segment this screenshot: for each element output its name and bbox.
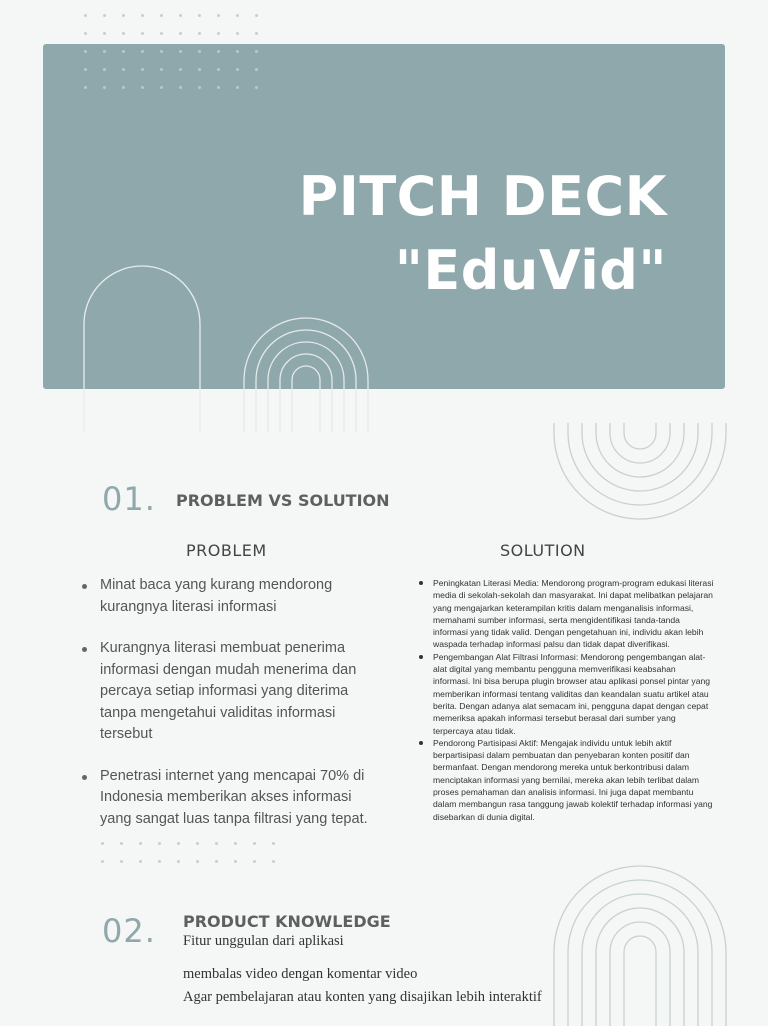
solution-item: Pendorong Partisipasi Aktif: Mengajak individu untuk lebih aktif berpartisipasi dalam pembuatan dan penyebaran konten positif dan bermanfaat. Dengan mendorong mereka untuk berkontribusi dalam menciptakan informasi yang bernilai, mereka akan lebih terlibat dalam proses pemahaman dan analisis informasi. Ini juga dapat membantu dalam membangun rasa tanggung jawab kolektif terhadap informasi yang disebarkan di dunia digital. bbox=[415, 737, 715, 823]
decorative-dot bbox=[158, 860, 161, 863]
section-number-01: 01. bbox=[102, 480, 156, 518]
decorative-dot bbox=[236, 32, 239, 35]
decorative-dot bbox=[103, 14, 106, 17]
arch-decoration-right bbox=[552, 433, 728, 523]
solution-list bbox=[415, 577, 715, 823]
decorative-dot bbox=[217, 32, 220, 35]
decorative-dot bbox=[217, 14, 220, 17]
decorative-dot bbox=[141, 14, 144, 17]
arch-line bbox=[292, 366, 320, 432]
arch-line bbox=[610, 922, 670, 1026]
decorative-dot bbox=[120, 860, 123, 863]
decorative-dot bbox=[255, 32, 258, 35]
feature-line-1: membalas video dengan komentar video bbox=[183, 966, 418, 982]
arch-line bbox=[568, 423, 712, 505]
arch-decoration-left bbox=[80, 260, 210, 440]
decorative-dot bbox=[234, 860, 237, 863]
decorative-dot bbox=[141, 32, 144, 35]
arch-decoration-rainbow bbox=[232, 318, 384, 438]
arch-line bbox=[582, 894, 698, 1026]
decorative-dot bbox=[179, 32, 182, 35]
hero-title-line-2: "EduVid" bbox=[394, 239, 667, 302]
decorative-dot bbox=[122, 14, 125, 17]
arch-line bbox=[568, 880, 712, 1026]
decorative-dot bbox=[253, 860, 256, 863]
problem-heading: PROBLEM bbox=[186, 541, 267, 560]
arch-line bbox=[624, 936, 656, 1026]
arch-line bbox=[596, 423, 684, 477]
decorative-dot bbox=[160, 32, 163, 35]
decorative-dot bbox=[177, 860, 180, 863]
arch-line bbox=[554, 866, 726, 1026]
decorative-dot bbox=[236, 14, 239, 17]
product-subtitle: Fitur unggulan dari aplikasi bbox=[183, 933, 344, 949]
decorative-dot bbox=[272, 860, 275, 863]
arch-line bbox=[582, 423, 698, 491]
problem-item: Kurangnya literasi membuat penerima informasi dengan mudah menerima dan percaya setiap informasi yang diterima tanpa mengetahui validitas informasi tersebut bbox=[80, 638, 380, 746]
arch-line bbox=[624, 423, 656, 449]
decorative-dot bbox=[198, 32, 201, 35]
decorative-dot bbox=[101, 860, 104, 863]
problem-list bbox=[80, 575, 380, 850]
solution-item: Pengembangan Alat Filtrasi Informasi: Mendorong pengembangan alat-alat digital yang membantu pengguna memverifikasi keabsahan informasi. Ini bisa berupa plugin browser atau aplikasi ponsel pintar yang memberikan informasi tentang validitas dan keandalan suatu artikel atau berita. Dengan adanya alat semacam ini, pengguna dapat dengan cepat memeriksa apakah informasi tersebut berasal dari sumber yang terpercaya atau tidak. bbox=[415, 651, 715, 737]
decorative-dot bbox=[103, 32, 106, 35]
arch-line bbox=[244, 318, 368, 432]
solution-heading: SOLUTION bbox=[500, 541, 586, 560]
arch-line bbox=[610, 423, 670, 463]
decorative-dot bbox=[198, 14, 201, 17]
solution-item: Peningkatan Literasi Media: Mendorong program-program edukasi literasi media di sekolah-sekolah dan masyarakat. Ini dapat melibatkan pelajaran yang mengajarkan keterampilan kritis dalam menganalisis informasi, memahami sumber informasi, serta mengidentifikasi tanda-tanda informasi yang tidak valid. Dengan pengetahuan ini, individu akan lebih waspada terhadap informasi palsu dan tidak dapat diverifikasi. bbox=[415, 577, 715, 651]
problem-item: Minat baca yang kurang mendorong kurangnya literasi informasi bbox=[80, 575, 380, 618]
decorative-dot bbox=[122, 32, 125, 35]
section-title-product-knowledge: PRODUCT KNOWLEDGE bbox=[183, 912, 391, 931]
section-title-problem-vs-solution: PROBLEM VS SOLUTION bbox=[176, 491, 390, 510]
section-number-02: 02. bbox=[102, 912, 156, 950]
decorative-dot bbox=[179, 14, 182, 17]
decorative-dot bbox=[215, 860, 218, 863]
arch-line bbox=[596, 908, 684, 1026]
decorative-dot bbox=[160, 14, 163, 17]
decorative-dot bbox=[255, 14, 258, 17]
arch-decoration-bottom-right bbox=[552, 866, 728, 1026]
problem-item: Penetrasi internet yang mencapai 70% di Indonesia memberikan akses informasi yang sangat luas tanpa filtrasi yang tepat. bbox=[80, 766, 380, 831]
decorative-dot bbox=[196, 860, 199, 863]
decorative-dot bbox=[84, 14, 87, 17]
arch-line bbox=[256, 330, 356, 432]
decorative-dot bbox=[139, 860, 142, 863]
hero-title-line-1: PITCH DECK bbox=[298, 165, 667, 228]
feature-line-2: Agar pembelajaran atau konten yang disajikan lebih interaktif bbox=[183, 989, 542, 1005]
decorative-dot bbox=[84, 32, 87, 35]
